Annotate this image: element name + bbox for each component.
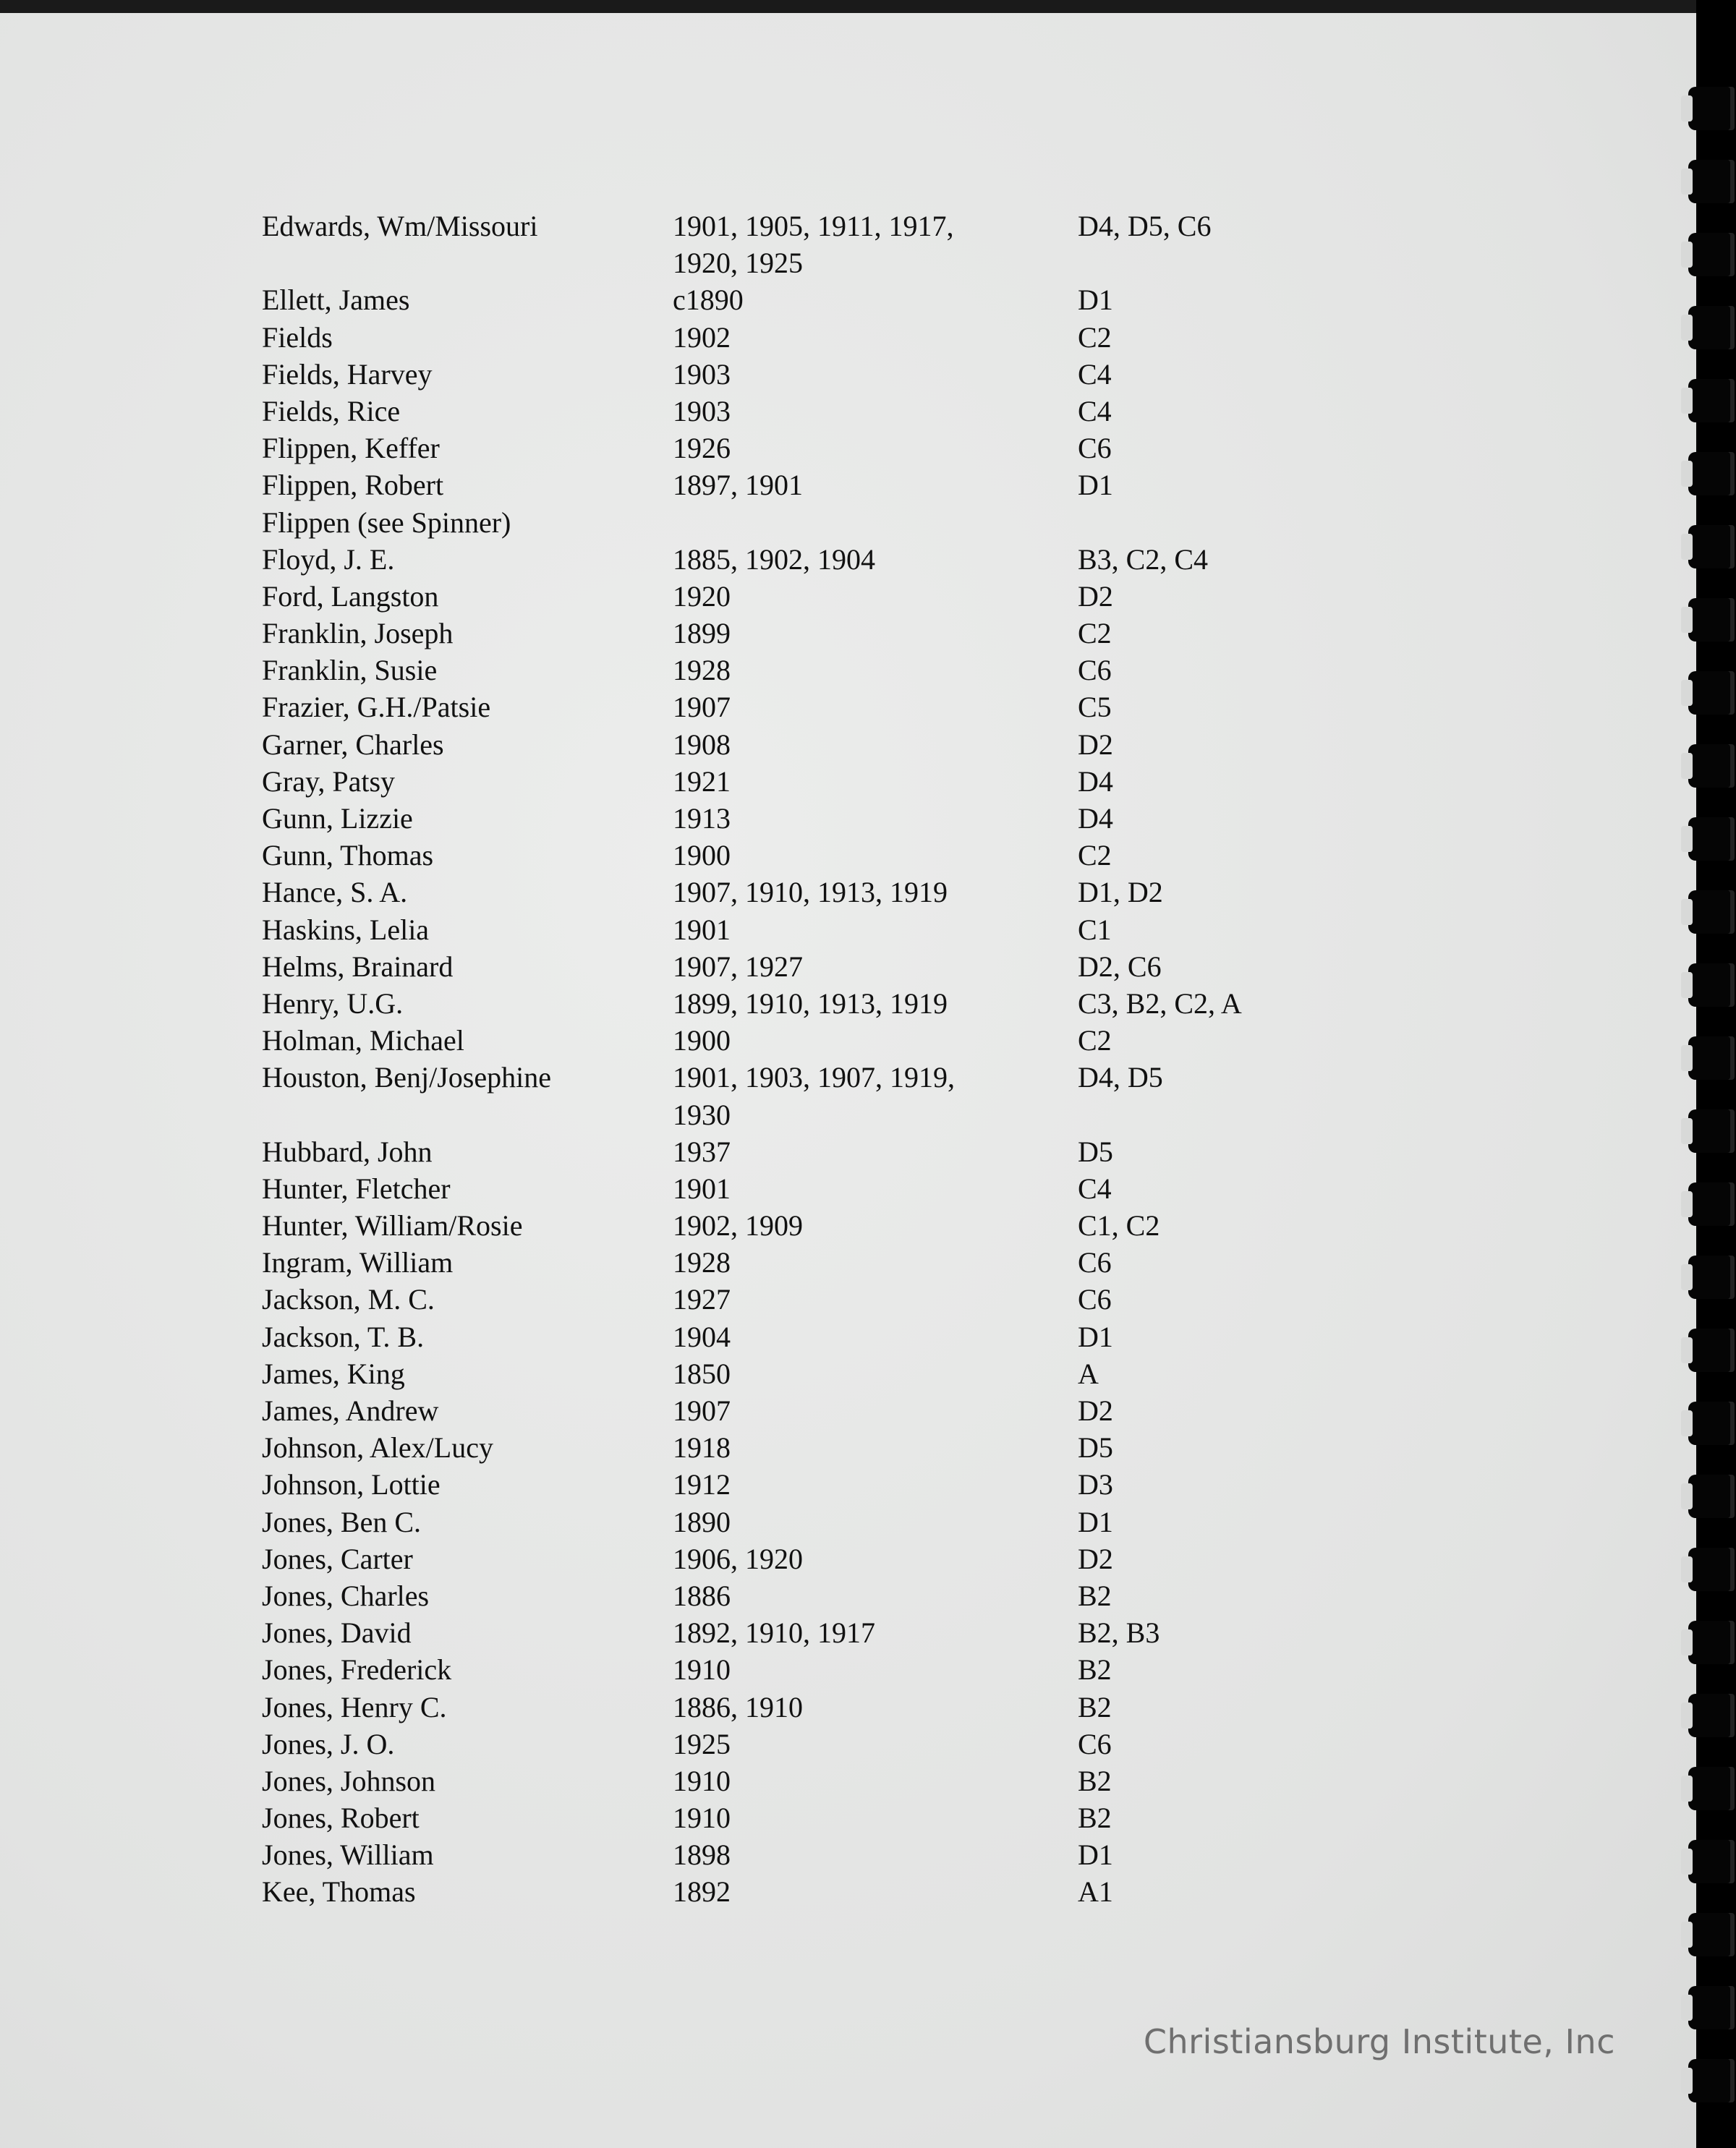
index-row xyxy=(262,1059,1275,1133)
index-row xyxy=(262,652,1275,689)
binding-ring xyxy=(1688,671,1735,715)
index-row xyxy=(262,1651,1275,1688)
binding-ring xyxy=(1688,817,1735,861)
entry-years: 1928 xyxy=(673,1246,731,1279)
entry-years: 1920 xyxy=(673,579,731,613)
entry-location: C6 xyxy=(1078,654,1112,687)
entry-location: C4 xyxy=(1078,394,1112,427)
entry-years: 1910 xyxy=(673,1653,731,1687)
entry-location: D4, D5, C6 xyxy=(1078,210,1212,242)
index-row xyxy=(262,578,1275,615)
binding-ring xyxy=(1688,525,1735,568)
entry-years: 1912 xyxy=(673,1468,731,1501)
binding-ring xyxy=(1688,233,1735,276)
binding-ring xyxy=(1688,1182,1735,1226)
entry-location: D5 xyxy=(1078,1135,1113,1168)
entry-location: C2 xyxy=(1078,839,1112,872)
entry-name: Jackson, T. B. xyxy=(262,1320,425,1353)
binding-ring xyxy=(1688,1913,1735,1956)
entry-name: Fields, Rice xyxy=(262,394,401,427)
entry-location: D2 xyxy=(1078,1542,1113,1575)
index-row xyxy=(262,1540,1275,1577)
entry-name: Johnson, Lottie xyxy=(262,1468,441,1501)
entry-years: 1899 xyxy=(673,617,731,650)
index-row xyxy=(262,874,1275,911)
index-row xyxy=(262,1281,1275,1318)
index-row xyxy=(262,1133,1275,1170)
index-row xyxy=(262,911,1275,948)
entry-years: 1900 xyxy=(673,839,731,872)
entry-years: 1910 xyxy=(673,1802,731,1835)
binding-ring xyxy=(1688,1475,1735,1518)
entry-location: C6 xyxy=(1078,1246,1112,1279)
entry-years: 1899, 1910, 1913, 1919 xyxy=(673,986,948,1020)
watermark: Christiansburg Institute, Inc xyxy=(1143,2022,1615,2061)
binding-ring xyxy=(1688,1402,1735,1445)
entry-years: 1926 xyxy=(673,432,731,465)
entry-name: James, Andrew xyxy=(262,1394,439,1428)
index-row xyxy=(262,985,1275,1022)
entry-years: 1901, 1905, 1911, 1917, 1920, 1925 xyxy=(673,210,954,280)
entry-years: 1898 xyxy=(673,1838,731,1872)
entry-years: 1900 xyxy=(673,1024,731,1057)
index-row xyxy=(262,356,1275,393)
binding-ring xyxy=(1688,1767,1735,1810)
entry-location: D1, D2 xyxy=(1078,876,1163,909)
entry-years: 1907 xyxy=(673,691,731,724)
entry-name: Edwards, Wm/Missouri xyxy=(262,210,538,242)
entry-name: Jones, Carter xyxy=(262,1542,413,1575)
entry-location: B2 xyxy=(1078,1653,1112,1687)
index-row xyxy=(262,281,1275,318)
entry-years: 1902 xyxy=(673,320,731,354)
entry-years: 1928 xyxy=(673,654,731,687)
index-list xyxy=(262,208,1275,1911)
entry-name: Houston, Benj/Josephine xyxy=(262,1061,551,1094)
entry-location: C6 xyxy=(1078,432,1112,465)
index-row xyxy=(262,1577,1275,1614)
entry-location: C5 xyxy=(1078,691,1112,724)
entry-years: 1903 xyxy=(673,394,731,427)
entry-name: Gray, Patsy xyxy=(262,764,396,798)
binding-ring xyxy=(1688,379,1735,422)
entry-name: Hunter, Fletcher xyxy=(262,1172,451,1205)
binding-ring xyxy=(1688,1256,1735,1299)
index-row xyxy=(262,1836,1275,1873)
entry-location: B2 xyxy=(1078,1802,1112,1835)
entry-location: C4 xyxy=(1078,357,1112,391)
entry-name: Johnson, Alex/Lucy xyxy=(262,1431,493,1465)
index-row xyxy=(262,837,1275,874)
binding-ring xyxy=(1688,306,1735,349)
index-row xyxy=(262,1392,1275,1429)
entry-name: Flippen, Robert xyxy=(262,469,444,502)
entry-name: Henry, U.G. xyxy=(262,986,404,1020)
binding-ring xyxy=(1688,1329,1735,1372)
index-row xyxy=(262,504,1275,541)
entry-location: C4 xyxy=(1078,1172,1112,1205)
entry-name: Kee, Thomas xyxy=(262,1875,416,1909)
index-row xyxy=(262,1022,1275,1059)
entry-years: 1907, 1910, 1913, 1919 xyxy=(673,876,948,909)
index-row xyxy=(262,1318,1275,1355)
entry-years: 1925 xyxy=(673,1727,731,1760)
entry-years: 1927 xyxy=(673,1283,731,1316)
index-row xyxy=(262,1429,1275,1466)
entry-years: 1886 xyxy=(673,1579,731,1612)
entry-years: 1907 xyxy=(673,1394,731,1428)
entry-years: 1906, 1920 xyxy=(673,1542,803,1575)
entry-location: D1 xyxy=(1078,284,1113,317)
entry-name: Jones, J. O. xyxy=(262,1727,395,1760)
binding-ring xyxy=(1688,2059,1735,2102)
binding-ring xyxy=(1688,452,1735,495)
entry-name: Hance, S. A. xyxy=(262,876,408,909)
entry-location: D2, C6 xyxy=(1078,950,1162,983)
entry-years: 1921 xyxy=(673,764,731,798)
entry-years: c1890 xyxy=(673,284,744,317)
index-row xyxy=(262,726,1275,763)
index-row xyxy=(262,689,1275,725)
index-row xyxy=(262,393,1275,430)
entry-name: Ford, Langston xyxy=(262,579,439,613)
binding-ring xyxy=(1688,890,1735,934)
entry-location: D2 xyxy=(1078,728,1113,761)
entry-location: B2 xyxy=(1078,1579,1112,1612)
entry-location: D2 xyxy=(1078,579,1113,613)
entry-name: James, King xyxy=(262,1357,405,1390)
entry-location: A xyxy=(1078,1357,1099,1390)
entry-location: C2 xyxy=(1078,1024,1112,1057)
binding-ring xyxy=(1688,1694,1735,1737)
index-row xyxy=(262,1504,1275,1540)
entry-name: Jones, Frederick xyxy=(262,1653,452,1687)
entry-name: Haskins, Lelia xyxy=(262,913,430,946)
index-row xyxy=(262,1726,1275,1763)
index-row xyxy=(262,466,1275,503)
entry-years: 1908 xyxy=(673,728,731,761)
entry-location: C1, C2 xyxy=(1078,1209,1160,1243)
binding-ring xyxy=(1688,1621,1735,1664)
binding-ring xyxy=(1688,744,1735,788)
entry-location: D2 xyxy=(1078,1394,1113,1428)
entry-location: D4, D5 xyxy=(1078,1061,1163,1094)
entry-location: C2 xyxy=(1078,617,1112,650)
index-row xyxy=(262,319,1275,356)
index-row xyxy=(262,1207,1275,1244)
binding-ring xyxy=(1688,1840,1735,1883)
entry-years: 1913 xyxy=(673,802,731,835)
index-row xyxy=(262,1614,1275,1651)
entry-name: Jackson, M. C. xyxy=(262,1283,435,1316)
index-row xyxy=(262,800,1275,837)
entry-name: Gunn, Lizzie xyxy=(262,802,413,835)
entry-location: B2 xyxy=(1078,1690,1112,1723)
entry-name: Frazier, G.H./Patsie xyxy=(262,691,491,724)
entry-name: Hubbard, John xyxy=(262,1135,433,1168)
entry-location: A1 xyxy=(1078,1875,1113,1909)
entry-years: 1897, 1901 xyxy=(673,469,803,502)
entry-location: D1 xyxy=(1078,469,1113,502)
entry-name: Jones, Henry C. xyxy=(262,1690,447,1723)
entry-name: Franklin, Joseph xyxy=(262,617,454,650)
index-row xyxy=(262,1244,1275,1281)
spiral-binding xyxy=(1685,0,1736,2148)
entry-name: Gunn, Thomas xyxy=(262,839,434,872)
index-row xyxy=(262,1689,1275,1726)
entry-location: C6 xyxy=(1078,1727,1112,1760)
entry-years: 1903 xyxy=(673,357,731,391)
entry-name: Jones, Johnson xyxy=(262,1764,436,1797)
entry-name: Jones, Robert xyxy=(262,1802,420,1835)
entry-years: 1918 xyxy=(673,1431,731,1465)
entry-years: 1890 xyxy=(673,1505,731,1538)
index-row xyxy=(262,948,1275,985)
index-row xyxy=(262,541,1275,578)
binding-ring xyxy=(1688,598,1735,642)
entry-years: 1886, 1910 xyxy=(673,1690,803,1723)
entry-location: D1 xyxy=(1078,1320,1113,1353)
index-row xyxy=(262,1355,1275,1392)
entry-location: B2, B3 xyxy=(1078,1616,1160,1650)
entry-name: Fields xyxy=(262,320,333,354)
entry-name: Hunter, William/Rosie xyxy=(262,1209,523,1243)
entry-location: C2 xyxy=(1078,320,1112,354)
index-row xyxy=(262,615,1275,652)
entry-years: 1902, 1909 xyxy=(673,1209,803,1243)
entry-location: C1 xyxy=(1078,913,1112,946)
entry-years: 1901, 1903, 1907, 1919, 1930 xyxy=(673,1061,955,1131)
entry-name: Jones, Ben C. xyxy=(262,1505,421,1538)
entry-name: Flippen, Keffer xyxy=(262,432,440,465)
top-shadow xyxy=(0,0,1696,13)
entry-years: 1907, 1927 xyxy=(673,950,803,983)
index-row xyxy=(262,1799,1275,1836)
entry-years: 1910 xyxy=(673,1764,731,1797)
index-row xyxy=(262,1763,1275,1799)
entry-years: 1850 xyxy=(673,1357,731,1390)
binding-ring xyxy=(1688,1548,1735,1591)
binding-ring xyxy=(1688,963,1735,1007)
entry-years: 1901 xyxy=(673,1172,731,1205)
entry-years: 1885, 1902, 1904 xyxy=(673,542,875,576)
entry-name: Flippen (see Spinner) xyxy=(262,506,511,539)
entry-name: Helms, Brainard xyxy=(262,950,454,983)
entry-name: Jones, David xyxy=(262,1616,412,1650)
entry-name: Fields, Harvey xyxy=(262,357,433,391)
entry-name: Holman, Michael xyxy=(262,1024,464,1057)
entry-location: D1 xyxy=(1078,1838,1113,1872)
entry-name: Ellett, James xyxy=(262,284,410,317)
entry-years: 1892, 1910, 1917 xyxy=(673,1616,875,1650)
entry-location: B3, C2, C4 xyxy=(1078,542,1209,576)
entry-location: D4 xyxy=(1078,764,1113,798)
entry-location: C3, B2, C2, A xyxy=(1078,986,1242,1020)
index-row xyxy=(262,1466,1275,1503)
entry-years: 1937 xyxy=(673,1135,731,1168)
index-row xyxy=(262,1170,1275,1207)
entry-location: D4 xyxy=(1078,802,1113,835)
entry-name: Franklin, Susie xyxy=(262,654,438,687)
index-row xyxy=(262,430,1275,466)
entry-years: 1892 xyxy=(673,1875,731,1909)
entry-location: D1 xyxy=(1078,1505,1113,1538)
entry-years: 1901 xyxy=(673,913,731,946)
binding-ring xyxy=(1688,1036,1735,1080)
index-row xyxy=(262,763,1275,800)
binding-ring xyxy=(1688,87,1735,130)
entry-name: Floyd, J. E. xyxy=(262,542,395,576)
binding-ring xyxy=(1688,160,1735,203)
entry-years: 1904 xyxy=(673,1320,731,1353)
entry-location: C6 xyxy=(1078,1283,1112,1316)
entry-name: Ingram, William xyxy=(262,1246,454,1279)
entry-location: B2 xyxy=(1078,1764,1112,1797)
entry-name: Garner, Charles xyxy=(262,728,444,761)
binding-ring xyxy=(1688,1986,1735,2029)
index-row xyxy=(262,1873,1275,1910)
entry-location: D3 xyxy=(1078,1468,1113,1501)
entry-name: Jones, Charles xyxy=(262,1579,430,1612)
entry-name: Jones, William xyxy=(262,1838,434,1872)
entry-location: D5 xyxy=(1078,1431,1113,1465)
index-row xyxy=(262,208,1275,281)
binding-ring xyxy=(1688,1109,1735,1153)
